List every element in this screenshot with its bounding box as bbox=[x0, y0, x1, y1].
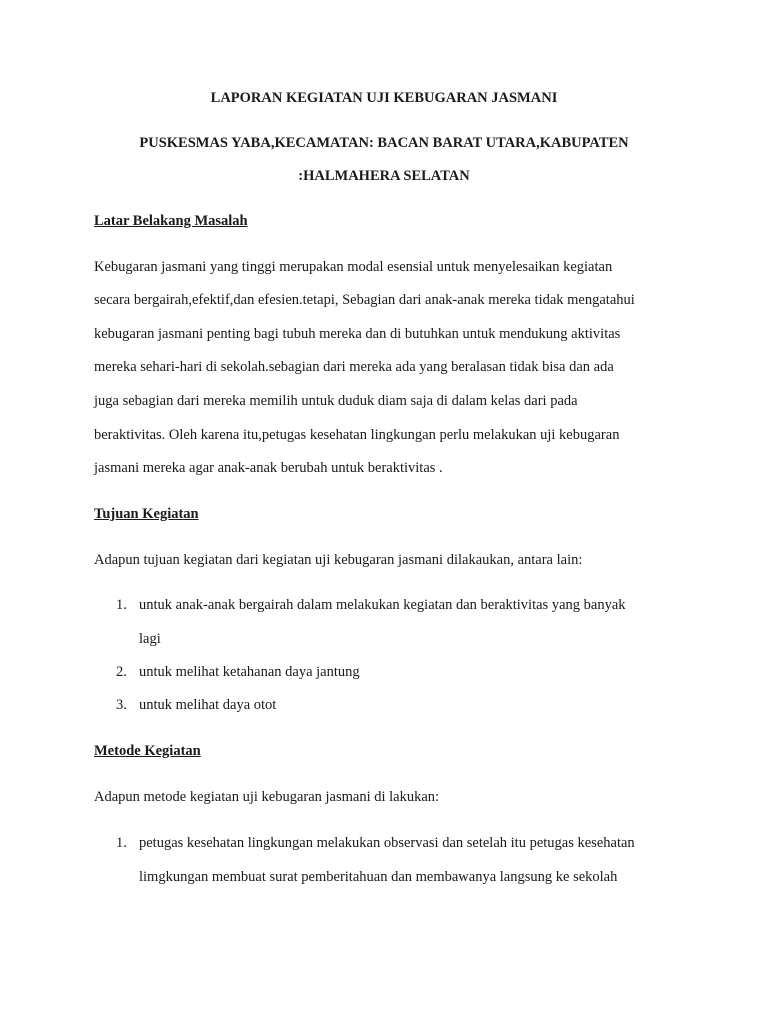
paragraph-line: beraktivitas. Oleh karena itu,petugas kesehatan lingkungan perlu melakukan uji kebugaran bbox=[94, 427, 620, 443]
list-item-number: 1. bbox=[116, 835, 127, 851]
section-heading-latar-belakang: Latar Belakang Masalah bbox=[94, 213, 248, 229]
paragraph-line: Adapun tujuan kegiatan dari kegiatan uji kebugaran jasmani dilakaukan, antara lain: bbox=[94, 552, 583, 568]
document-title: LAPORAN KEGIATAN UJI KEBUGARAN JASMANI bbox=[210, 90, 558, 106]
document-subtitle-line1: PUSKESMAS YABA,KECAMATAN: BACAN BARAT UTARA,KABUPATEN bbox=[139, 135, 629, 151]
paragraph-line: kebugaran jasmani penting bagi tubuh mereka dan di butuhkan untuk mendukung aktivitas bbox=[94, 326, 621, 342]
paragraph-line: jasmani mereka agar anak-anak berubah untuk beraktivitas . bbox=[94, 460, 443, 476]
list-item-number: 1. bbox=[116, 597, 127, 613]
list-item-number: 3. bbox=[116, 697, 127, 713]
list-item-text: untuk anak-anak bergairah dalam melakukan kegiatan dan beraktivitas yang banyak bbox=[139, 597, 626, 613]
paragraph-line: secara bergairah,efektif,dan efesien.tetapi, Sebagian dari anak-anak mereka tidak mengatahui bbox=[94, 292, 635, 308]
paragraph-line: Adapun metode kegiatan uji kebugaran jasmani di lakukan: bbox=[94, 789, 440, 805]
document-subtitle-line2: :HALMAHERA SELATAN bbox=[298, 168, 470, 184]
list-item-text: untuk melihat ketahanan daya jantung bbox=[139, 664, 360, 680]
list-item-text: petugas kesehatan lingkungan melakukan observasi dan setelah itu petugas kesehatan bbox=[139, 835, 635, 851]
list-item-text: untuk melihat daya otot bbox=[139, 697, 277, 713]
list-item-number: 2. bbox=[116, 664, 127, 680]
paragraph-line: Kebugaran jasmani yang tinggi merupakan modal esensial untuk menyelesaikan kegiatan bbox=[94, 259, 613, 275]
paragraph-line: mereka sehari-hari di sekolah.sebagian dari mereka ada yang beralasan tidak bisa dan ada bbox=[94, 359, 614, 375]
section-heading-metode: Metode Kegiatan bbox=[94, 743, 201, 759]
paragraph-line: juga sebagian dari mereka memilih untuk duduk diam saja di dalam kelas dari pada bbox=[94, 393, 578, 409]
list-item-text: lagi bbox=[139, 631, 161, 647]
list-item-text: limgkungan membuat surat pemberitahuan dan membawanya langsung ke sekolah bbox=[139, 869, 618, 885]
section-heading-tujuan: Tujuan Kegiatan bbox=[94, 506, 199, 522]
